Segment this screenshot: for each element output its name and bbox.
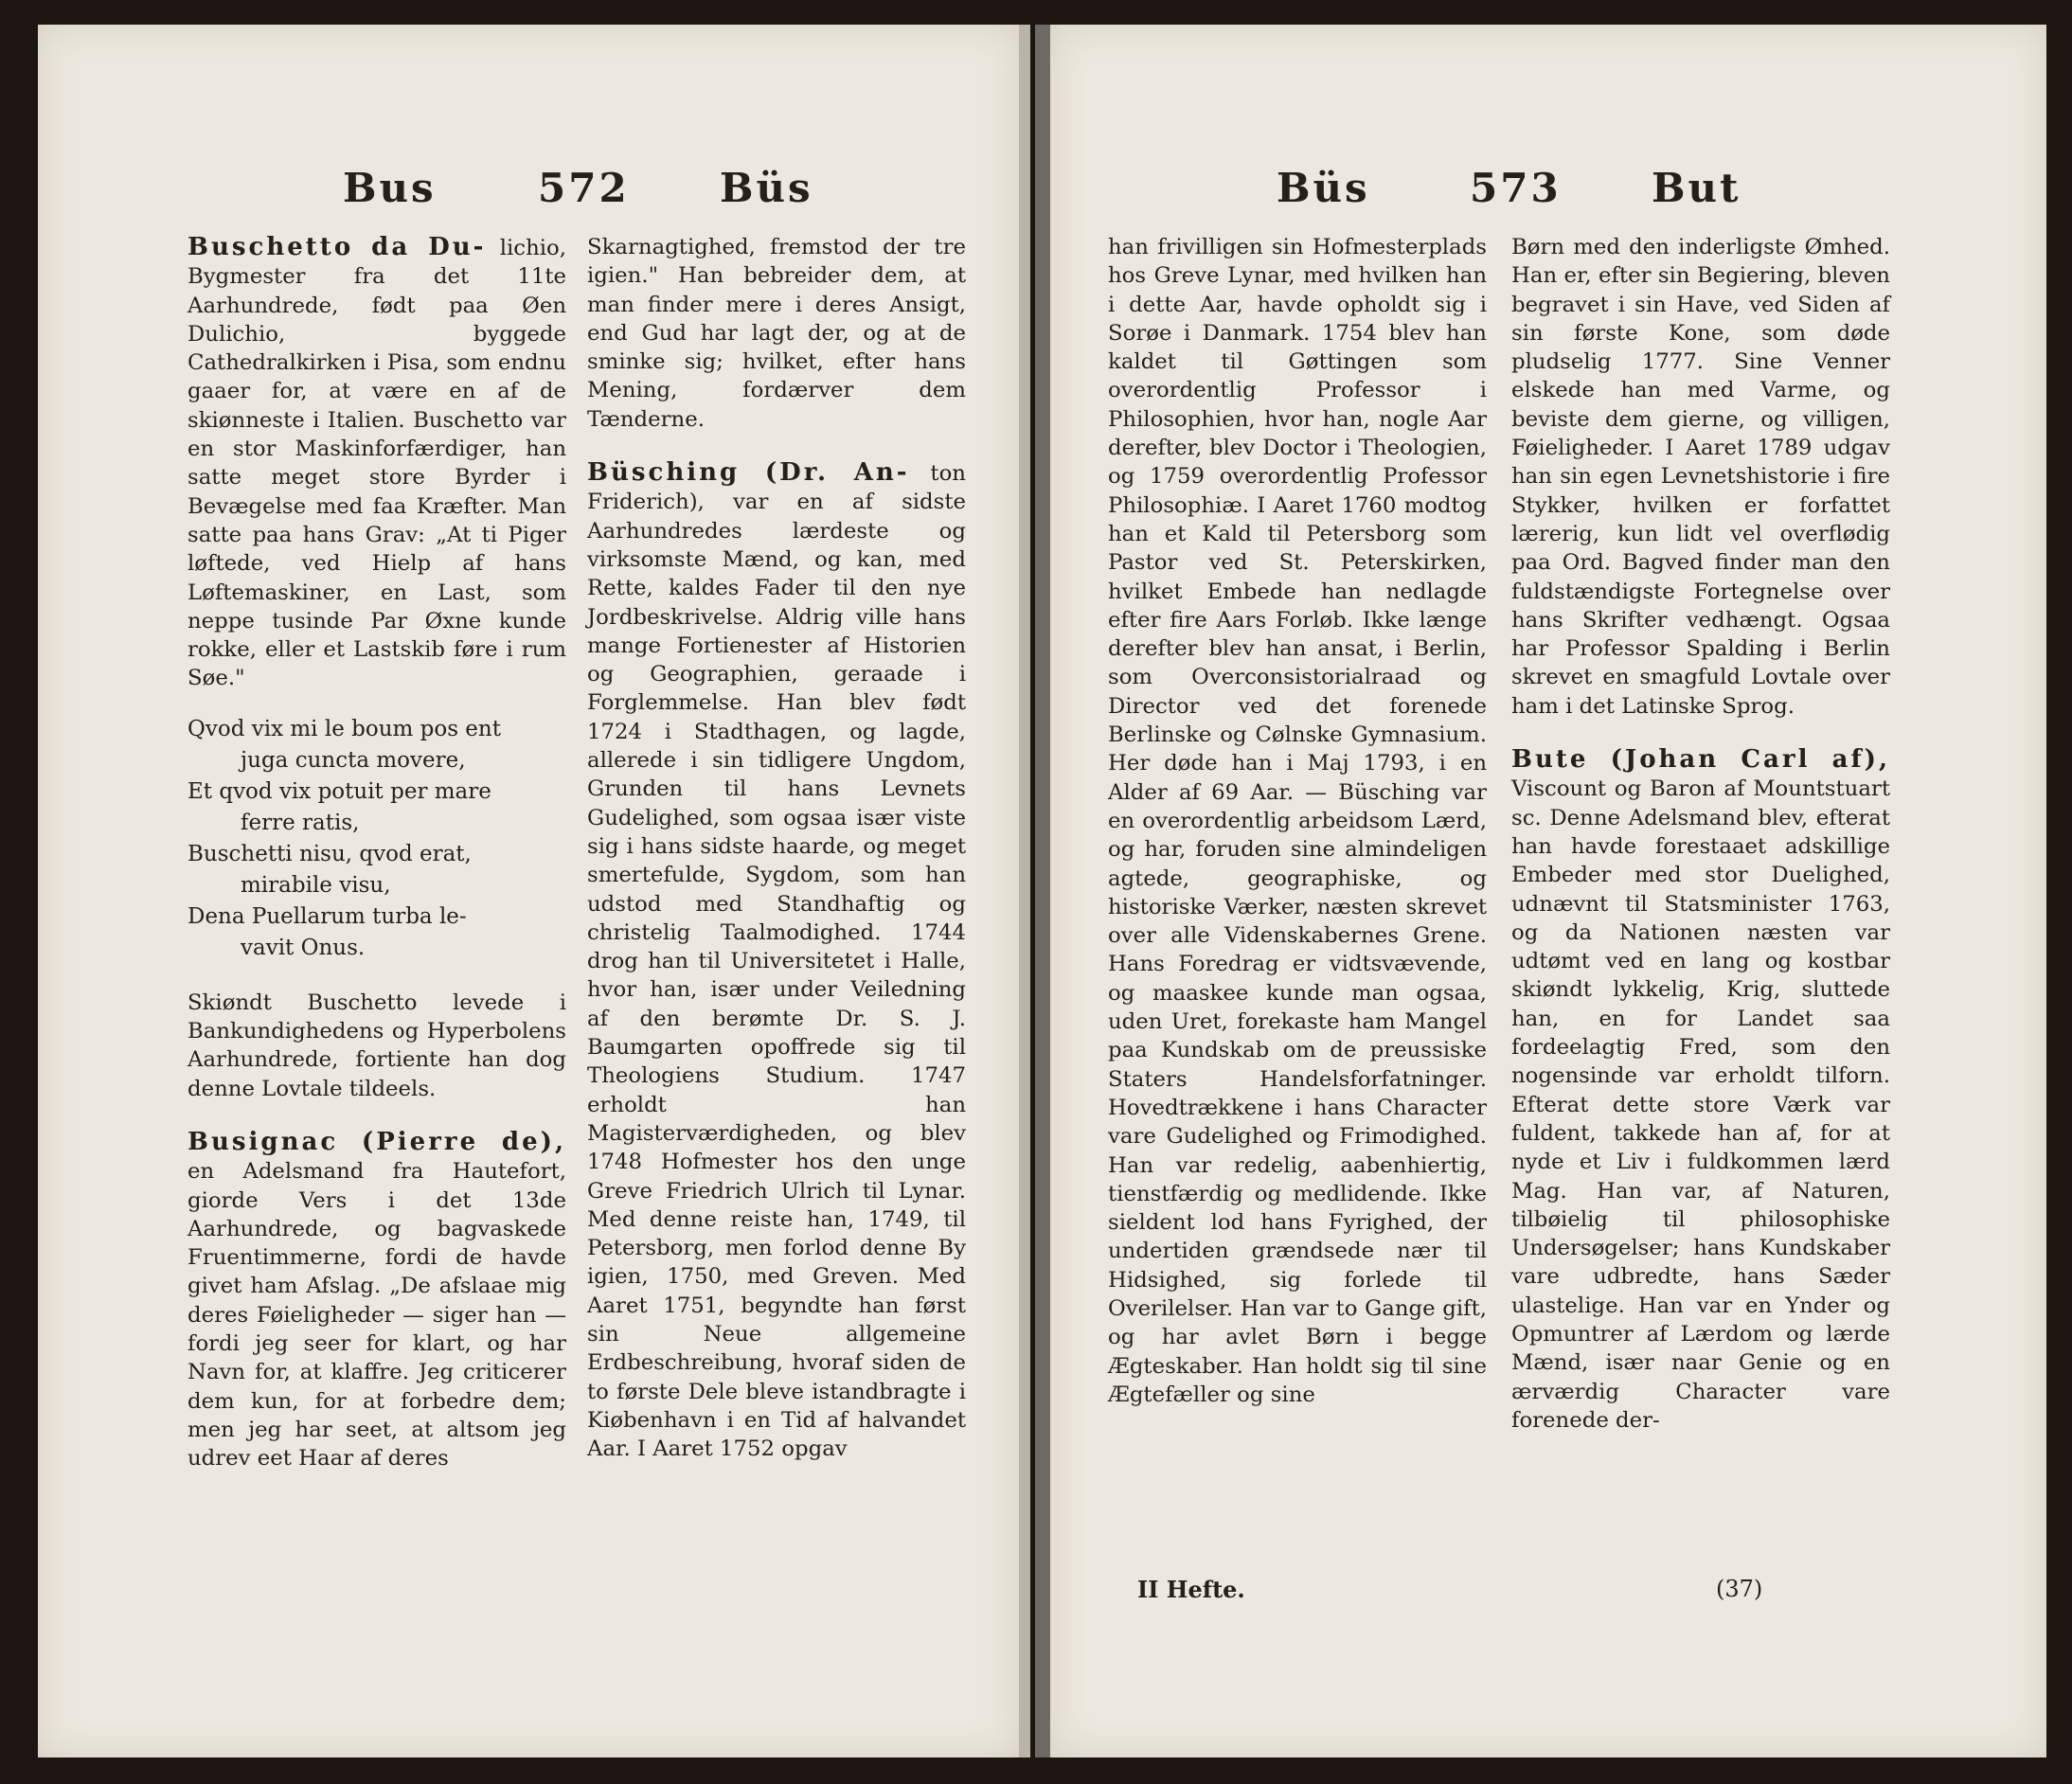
- book-gutter-shadow: [1035, 25, 1050, 1757]
- paragraph: Børn med den inderligste Ømhed. Han er, efter sin Begiering, bleven begravet i sin Have, ved Siden af sin første Kone, som døde pludselig 1777. Sine Venner elskede han med Varme, og beviste dem gierne, og villigen, Føieligheder. I Aaret 1789 udgav han sin egen Levnetshistorie i fire Stykker, hvilken er forfattet lærerig, kun lidt vel overflødig paa Ord. Bagved finder man den fuldstændigste Fortegnelse over hans Skrifter vedhængt. Ogsaa har Professor Spalding i Berlin skrevet en smagfuld Lovtale over ham i det Latinske Sprog.: [1511, 235, 1890, 719]
- verse-line: Buschetti nisu, qvod erat,: [188, 841, 472, 866]
- page-number-right: 573: [1470, 165, 1562, 211]
- right-page-column-1: [1108, 233, 1487, 1409]
- running-head-word-right: Büs: [720, 165, 813, 211]
- right-page: [1050, 25, 2046, 1757]
- verse-line: Qvod vix mi le boum pos ent: [188, 716, 501, 741]
- signature-number: (37): [1716, 1576, 1763, 1602]
- entry-bute: [1511, 745, 1890, 1435]
- verse-line: Et qvod vix potuit per mare: [188, 778, 491, 804]
- paragraph: Skarnagtighed, fremstod der tre igien." Han bebreider dem, at man finder mere i deres Ansigt, end Gud har lagt der, og at de sminke sig; hvilket, efter hans Mening, fordærver dem Tænderne.: [587, 235, 966, 432]
- running-head-right: [1050, 165, 2046, 222]
- left-page-column-2: [587, 233, 966, 1463]
- latin-verse: [188, 714, 566, 964]
- left-page: [38, 25, 1019, 1757]
- entry-headword: Bute (Johan Carl af),: [1511, 745, 1890, 775]
- paragraph: Skiøndt Buschetto levede i Bankundighedens og Hyperbolens Aarhundrede, fortiente han dog denne Lovtale tildeels.: [188, 990, 566, 1101]
- verse-line: mirabile visu,: [241, 872, 391, 898]
- running-head-word-left: Büs: [1277, 165, 1370, 211]
- entry-text: lichio, Bygmester fra det 11te Aarhundrede, født paa Øen Dulichio, byggede Cathedralkirken i Pisa, som endnu gaaer for, at være en af de skiønneste i Italien. Buschetto var en stor Maskinforfærdiger, han satte meget store Byrder i Bevægelse med faa Kræfter. Man satte paa hans Grav: „At ti Piger løftede, ved Hielp af hans Løftemaskiner, en Last, som neppe tusinde Par Øxne kunde rokke, eller et Lastskib føre i rum Søe.": [188, 236, 567, 691]
- signature-mark: II Hefte.: [1137, 1576, 1245, 1603]
- entry-headword: Buschetto da Du-: [188, 233, 487, 261]
- entry-busignac: [188, 1128, 566, 1473]
- entry-text: Viscount og Baron af Mountstuart sc. Denne Adelsmand blev, efterat han havde forestaaet adskillige Embeder med stor Duelighed, udnævnt til Statsminister 1763, og da Nationen næsten var udtømt ved en lang og kostbar skiøndt lykkelig, Krig, sluttede han, en for Landet saa fordeelagtig Fred, som den nogensinde var erholdt tilforn. Efterat dette store Værk var fuldent, takkede han af, for at nyde et Liv i fuldkommen lærd Mag. Han var, af Naturen, tilbøielig til philosophiske Undersøgelser; hans Kundskaber vare udbredte, hans Sæder ulastelige. Han var en Ynder og Opmuntrer af Lærdom og lærde Mænd, især naar Genie og en ærværdig Character vare forenede der-: [1511, 776, 1890, 1433]
- entry-buschetto: [188, 233, 566, 693]
- running-head-left: [38, 165, 1019, 222]
- right-page-column-2: [1511, 233, 1890, 1435]
- paragraph: han frivilligen sin Hofmesterplads hos Greve Lynar, med hvilken han i dette Aar, havde opholdt sig i Sorøe i Danmark. 1754 blev han kaldet til Gøttingen som overordentlig Professor i Philosophien, hvor han, nogle Aar derefter, blev Doctor i Theologien, og 1759 overordentlig Professor Philosophiæ. I Aaret 1760 modtog han et Kald til Petersborg som Pastor ved St. Peterskirken, hvilket Embede han nedlagde efter fire Aars Forløb. Ikke længe derefter blev han ansat, i Berlin, som Overconsistorialraad og Director ved det forenede Berlinske og Cølnske Gymnasium. Her døde han i Maj 1793, i en Alder af 69 Aar. — Büsching var en overordentlig arbeidsom Lærd, og har, foruden sine almindeligen agtede, geographiske, og historiske Værker, næsten skrevet over alle Videnskabernes Grene. Hans Foredrag er vidtsvævende, og maaskee kunde man ogsaa, uden Uret, forekaste ham Mangel paa Kundskab om de preussiske Staters Handelsforfatninger. Hovedtrækkene i hans Character vare Gudelighed og Frimodighed. Han var redelig, aabenhiertig, tienstfærdig og medlidende. Ikke sieldent lod hans Fyrighed, der undertiden grændsede nær til Hidsighed, sig forlede til Overilelser. Han var to Gange gift, og har avlet Børn i begge Ægteskaber. Han holdt sig til sine Ægtefæller og sine: [1108, 235, 1487, 1407]
- verse-line: juga cuncta movere,: [241, 747, 466, 773]
- book-gutter: [1019, 25, 1030, 1757]
- verse-line: Dena Puellarum turba le-: [188, 903, 467, 929]
- entry-headword: Busignac (Pierre de),: [188, 1127, 566, 1156]
- entry-text: ton Friderich), var en af sidste Aarhundredes lærdeste og virksomste Mænd, og kan, med Rette, kaldes Fader til den nye Jordbeskrivelse. Aldrig ville hans mange Fortienester af Historien og Geographien, geraade i Forglemmelse. Han blev født 1724 i Stadthagen, og lagde, allerede i sin tidligere Ungdom, Grunden til hans Levnets Gudelighed, som ogsaa især viste sig i hans sidste haarde, og meget smertefulde, Sygdom, som han udstod med Standhaftig og christelig Taalmodighed. 1744 drog han til Universitetet i Halle, hvor han, især under Veiledning af den berømte Dr. S. J. Baumgarten opoffrede sig til Theologiens Studium. 1747 erholdt han Magisterværdigheden, og blev 1748 Hofmester hos den unge Greve Friedrich Ulrich til Lynar. Med denne reiste han, 1749, til Petersborg, men forlod denne By igien, 1750, med Greven. Med Aaret 1751, begyndte han først sin Neue allgemeine Erdbeschreibung, hvoraf siden de to første Dele bleve istandbragte i Kiøbenhavn i en Tid af halvandet Aar. I Aaret 1752 opgav: [587, 461, 966, 1462]
- page-number-left: 572: [538, 165, 630, 211]
- entry-text: en Adelsmand fra Hautefort, giorde Vers i det 13de Aarhundrede, og bagvaskede Fruentimmerne, fordi de havde givet ham Afslag. „De afslaae mig deres Føieligheder — siger han — fordi jeg seer for klart, og har Navn for, at klaffre. Jeg criticerer dem kun, for at forbedre dem; men jeg har seet, at altsom jeg udrev eet Haar af deres: [188, 1159, 566, 1472]
- entry-headword: Büsching (Dr. An-: [587, 458, 910, 488]
- running-head-word-right: But: [1652, 165, 1742, 211]
- entry-busching: [587, 458, 966, 1463]
- verse-line: ferre ratis,: [241, 810, 360, 835]
- left-page-column-1: [188, 233, 566, 1473]
- running-head-word-left: Bus: [343, 165, 437, 211]
- verse-line: vavit Onus.: [241, 935, 366, 960]
